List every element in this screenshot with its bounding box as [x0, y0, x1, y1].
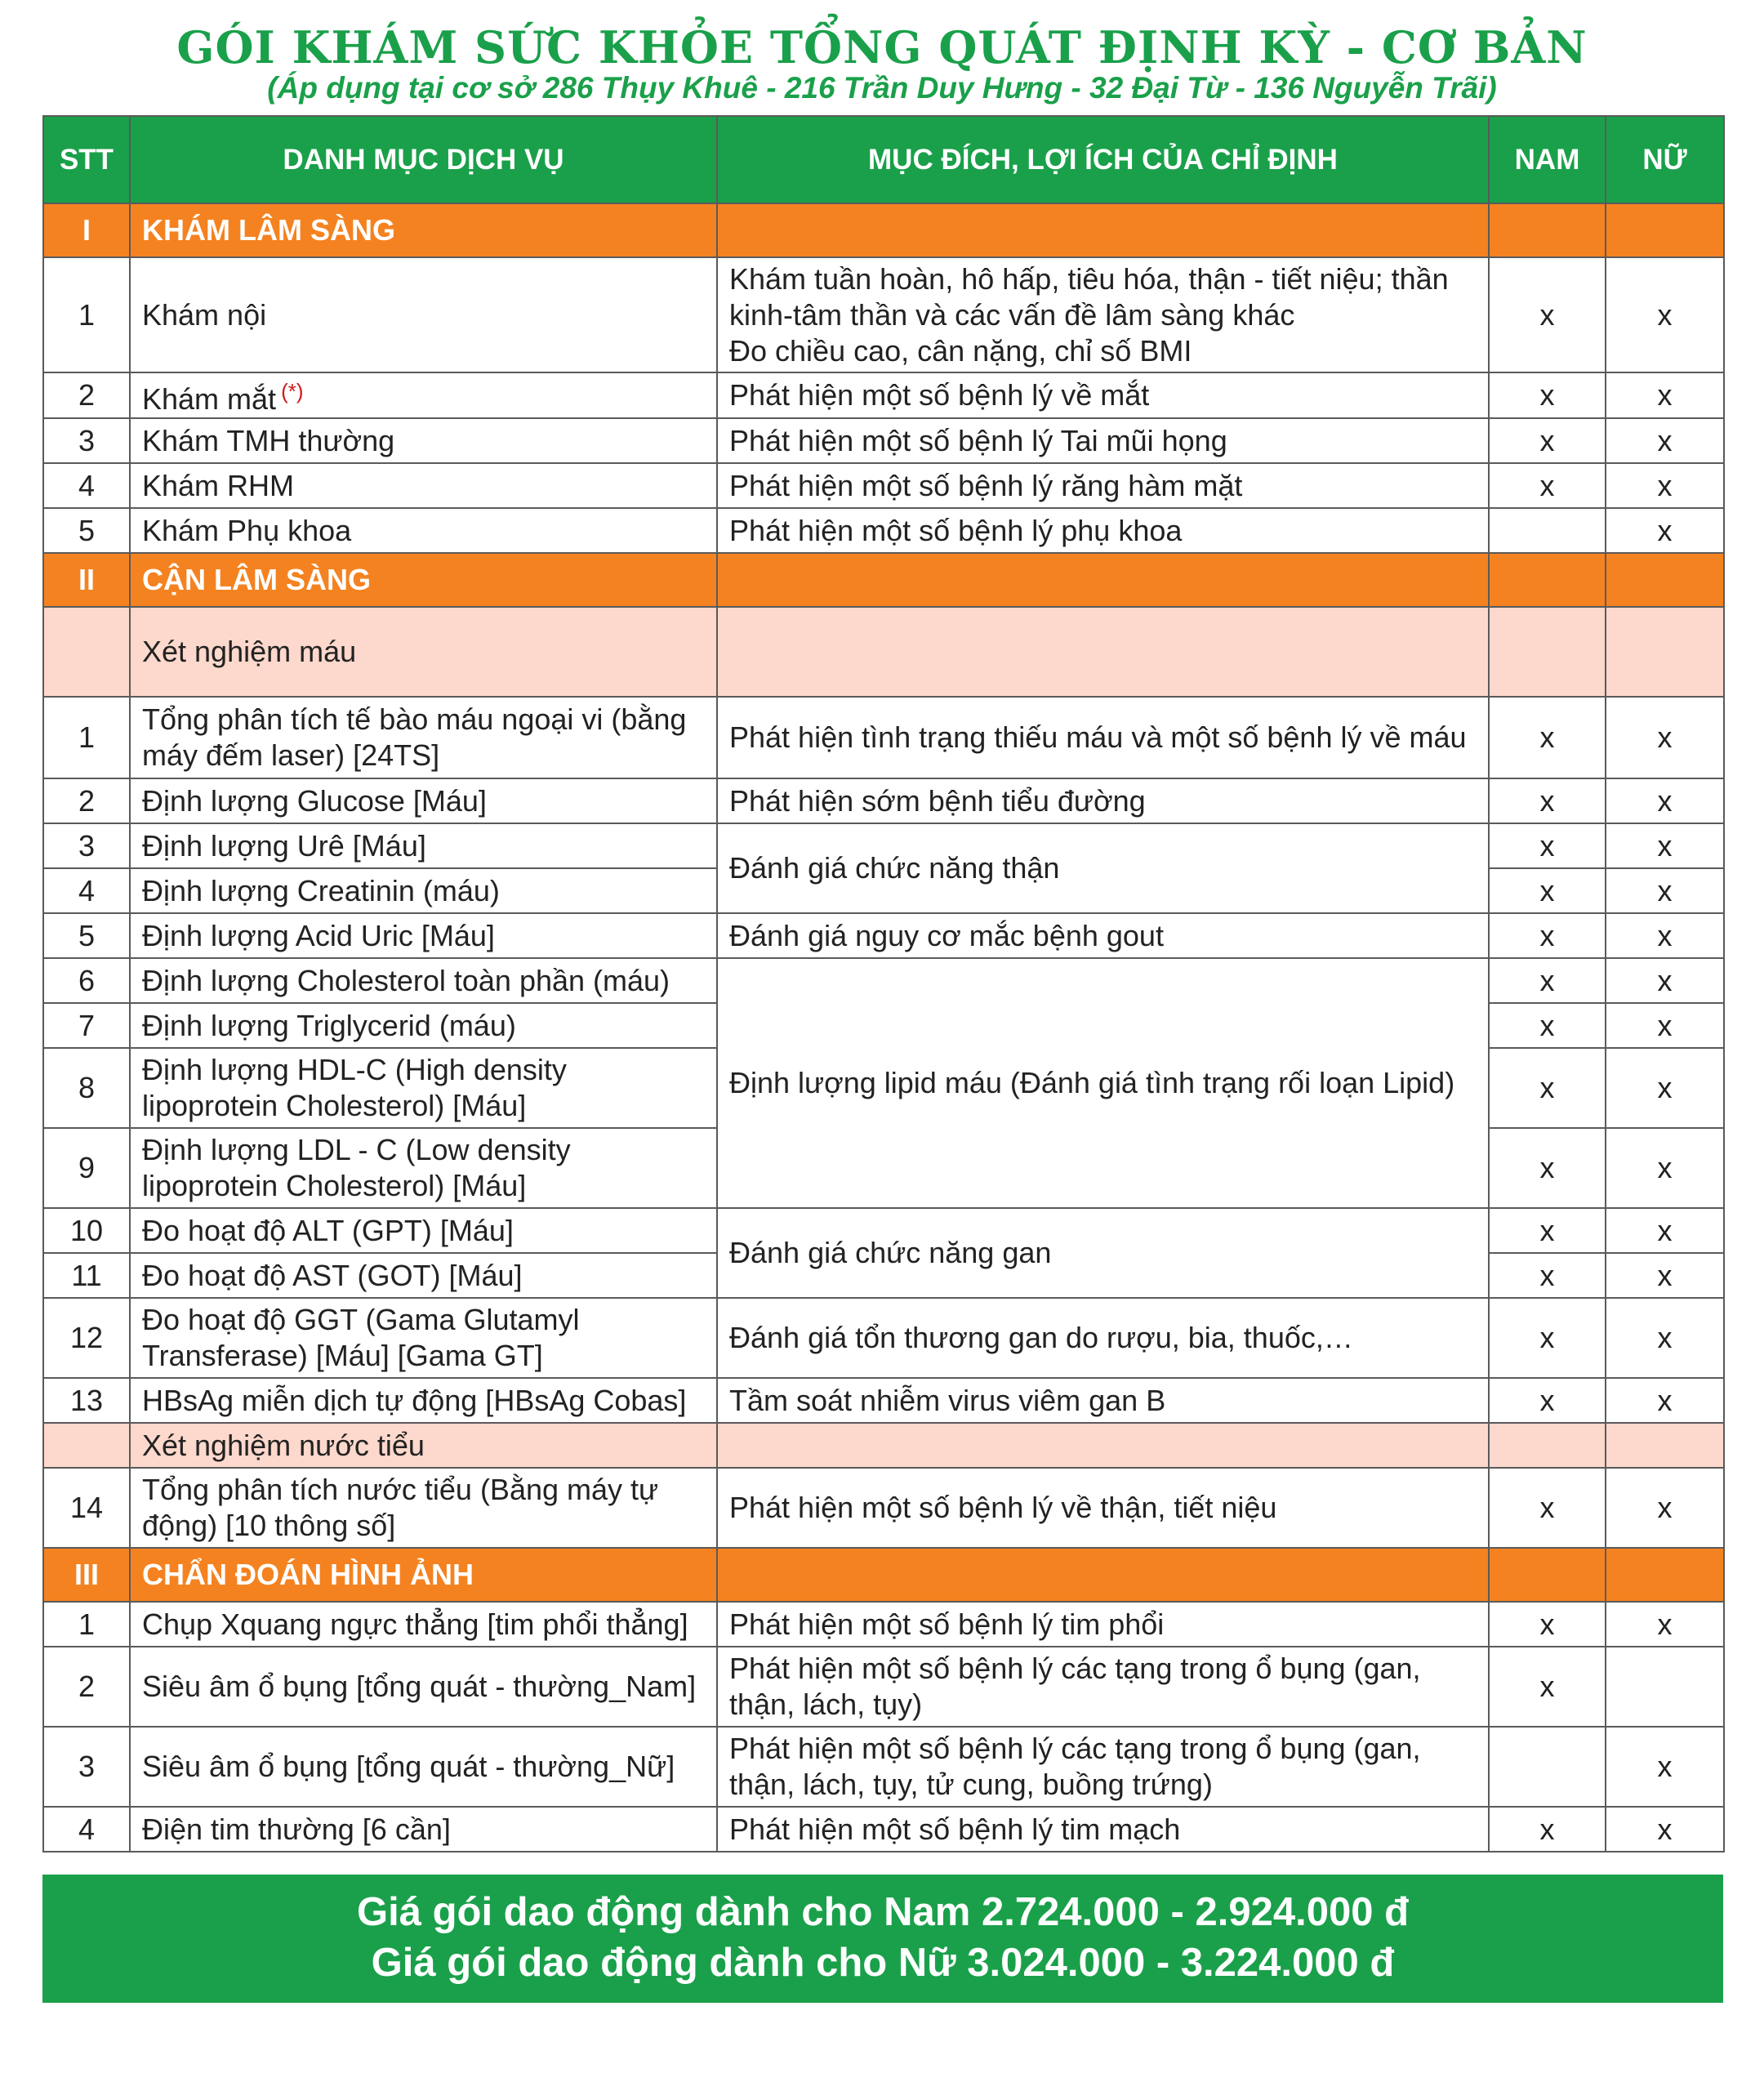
row-female: x — [1606, 868, 1724, 913]
header-stt: STT — [43, 116, 130, 203]
table-row — [43, 1647, 1724, 1727]
section-stt: II — [43, 553, 130, 607]
section-row — [43, 553, 1724, 607]
row-purpose: Đánh giá chức năng gan — [717, 1208, 1489, 1298]
price-male: Giá gói dao động dành cho Nam 2.724.000 - 2.924.000 đ — [356, 1890, 1410, 1934]
row-purpose: Đánh giá tổn thương gan do rượu, bia, thuốc,… — [717, 1298, 1489, 1378]
group-row — [43, 1423, 1724, 1468]
row-service: Khám Phụ khoa — [130, 508, 717, 553]
table-row — [43, 372, 1724, 418]
price-female: Giá gói dao động dành cho Nữ 3.024.000 - 3.224.000 đ — [371, 1941, 1395, 1985]
row-female: x — [1606, 418, 1724, 463]
table-row — [43, 958, 1724, 1003]
row-stt: 10 — [43, 1208, 130, 1253]
row-male: x — [1489, 913, 1606, 958]
row-female: x — [1606, 463, 1724, 508]
row-stt: 14 — [43, 1468, 130, 1548]
row-female: x — [1606, 1727, 1724, 1807]
row-stt: 13 — [43, 1378, 130, 1423]
row-male: x — [1489, 697, 1606, 778]
table-row — [43, 697, 1724, 778]
row-purpose: Phát hiện một số bệnh lý các tạng trong ổ bụng (gan, thận, lách, tụy) — [717, 1647, 1489, 1727]
row-male: x — [1489, 1048, 1606, 1128]
row-female: x — [1606, 1003, 1724, 1048]
row-service: Đo hoạt độ AST (GOT) [Máu] — [130, 1253, 717, 1298]
row-male: x — [1489, 1298, 1606, 1378]
row-stt: 11 — [43, 1253, 130, 1298]
row-service: Tổng phân tích tế bào máu ngoại vi (bằng máy đếm laser) [24TS] — [130, 697, 717, 778]
row-female: x — [1606, 1807, 1724, 1852]
row-stt: 6 — [43, 958, 130, 1003]
row-female: x — [1606, 778, 1724, 823]
row-stt: 7 — [43, 1003, 130, 1048]
group-row — [43, 607, 1724, 697]
row-stt: 2 — [43, 778, 130, 823]
group-name: Xét nghiệm máu — [130, 607, 717, 697]
row-purpose: Phát hiện một số bệnh lý răng hàm mặt — [717, 463, 1489, 508]
section-stt: III — [43, 1548, 130, 1602]
table-row — [43, 823, 1724, 868]
row-male — [1489, 508, 1606, 553]
row-female: x — [1606, 1602, 1724, 1647]
row-male — [1489, 1727, 1606, 1807]
row-male: x — [1489, 418, 1606, 463]
table-row — [43, 418, 1724, 463]
row-service: Khám TMH thường — [130, 418, 717, 463]
row-purpose: Phát hiện sớm bệnh tiểu đường — [717, 778, 1489, 823]
row-stt: 9 — [43, 1128, 130, 1208]
row-service: HBsAg miễn dịch tự động [HBsAg Cobas] — [130, 1378, 717, 1423]
row-service: Chụp Xquang ngực thẳng [tim phổi thẳng] — [130, 1602, 717, 1647]
row-female: x — [1606, 1253, 1724, 1298]
row-service: Định lượng Creatinin (máu) — [130, 868, 717, 913]
row-male: x — [1489, 1602, 1606, 1647]
row-service: Định lượng Urê [Máu] — [130, 823, 717, 868]
header-service: DANH MỤC DỊCH VỤ — [130, 116, 717, 203]
row-service: Đo hoạt độ GGT (Gama Glutamyl Transferase) [Máu] [Gama GT] — [130, 1298, 717, 1378]
row-female: x — [1606, 697, 1724, 778]
row-male: x — [1489, 1208, 1606, 1253]
row-service: Khám RHM — [130, 463, 717, 508]
row-purpose: Phát hiện một số bệnh lý các tạng trong ổ bụng (gan, thận, lách, tụy, tử cung, buồng trứng) — [717, 1727, 1489, 1807]
row-stt: 3 — [43, 418, 130, 463]
table-row — [43, 778, 1724, 823]
section-row — [43, 203, 1724, 257]
row-service: Định lượng Triglycerid (máu) — [130, 1003, 717, 1048]
row-service: Siêu âm ổ bụng [tổng quát - thường_Nam] — [130, 1647, 717, 1727]
page-subtitle: (Áp dụng tại cơ sở 286 Thụy Khuê - 216 Trần Duy Hưng - 32 Đại Từ - 136 Nguyễn Trãi) — [267, 71, 1497, 105]
row-purpose: Đánh giá nguy cơ mắc bệnh gout — [717, 913, 1489, 958]
row-female: x — [1606, 1208, 1724, 1253]
table-row — [43, 1468, 1724, 1548]
row-purpose: Phát hiện một số bệnh lý về mắt — [717, 372, 1489, 418]
row-male: x — [1489, 257, 1606, 372]
row-service: Khám nội — [130, 257, 717, 372]
row-service: Đo hoạt độ ALT (GPT) [Máu] — [130, 1208, 717, 1253]
row-stt: 1 — [43, 697, 130, 778]
section-stt: I — [43, 203, 130, 257]
row-female: x — [1606, 1378, 1724, 1423]
row-male: x — [1489, 1128, 1606, 1208]
row-stt: 12 — [43, 1298, 130, 1378]
row-stt: 5 — [43, 913, 130, 958]
row-female: x — [1606, 1298, 1724, 1378]
row-male: x — [1489, 868, 1606, 913]
row-male: x — [1489, 1253, 1606, 1298]
row-male: x — [1489, 1807, 1606, 1852]
table-row — [43, 1208, 1724, 1253]
row-purpose: Tầm soát nhiễm virus viêm gan B — [717, 1378, 1489, 1423]
row-stt: 5 — [43, 508, 130, 553]
row-female: x — [1606, 1468, 1724, 1548]
row-female: x — [1606, 1048, 1724, 1128]
row-service: Khám mắt — [142, 382, 277, 416]
row-female: x — [1606, 913, 1724, 958]
row-stt: 4 — [43, 868, 130, 913]
table-row — [43, 1378, 1724, 1423]
service-table — [42, 115, 1725, 1852]
table-row — [43, 508, 1724, 553]
row-male: x — [1489, 1468, 1606, 1548]
row-female — [1606, 1647, 1724, 1727]
footnote-marker: (*) — [281, 379, 304, 403]
row-male: x — [1489, 823, 1606, 868]
row-purpose: Khám tuần hoàn, hô hấp, tiêu hóa, thận - tiết niệu; thần kinh-tâm thần và các vấn đề lâm sàng khác Đo chiều cao, cân nặng, chỉ số BMI — [717, 257, 1489, 372]
price-banner — [42, 1875, 1723, 2003]
table-row — [43, 257, 1724, 372]
row-service: Định lượng HDL-C (High density lipoprotein Cholesterol) [Máu] — [130, 1048, 717, 1128]
row-female: x — [1606, 958, 1724, 1003]
row-purpose: Đánh giá chức năng thận — [717, 823, 1489, 913]
row-purpose: Phát hiện một số bệnh lý về thận, tiết niệu — [717, 1468, 1489, 1548]
row-stt: 3 — [43, 1727, 130, 1807]
row-stt: 2 — [43, 372, 130, 418]
row-service-cell — [130, 372, 717, 418]
row-male: x — [1489, 1003, 1606, 1048]
row-purpose: Phát hiện một số bệnh lý Tai mũi họng — [717, 418, 1489, 463]
header-male: NAM — [1489, 116, 1606, 203]
page-title: GÓI KHÁM SỨC KHỎE TỔNG QUÁT ĐỊNH KỲ - CƠ BẢN — [176, 21, 1588, 74]
table-header-row — [43, 116, 1724, 203]
section-name: CHẨN ĐOÁN HÌNH ẢNH — [130, 1548, 717, 1602]
row-stt: 3 — [43, 823, 130, 868]
row-female: x — [1606, 372, 1724, 418]
row-service: Tổng phân tích nước tiểu (Bằng máy tự động) [10 thông số] — [130, 1468, 717, 1548]
group-name: Xét nghiệm nước tiểu — [130, 1423, 717, 1468]
header-female: NỮ — [1606, 116, 1724, 203]
row-female: x — [1606, 823, 1724, 868]
row-stt: 1 — [43, 257, 130, 372]
row-service: Định lượng Cholesterol toàn phần (máu) — [130, 958, 717, 1003]
row-male: x — [1489, 372, 1606, 418]
row-purpose: Phát hiện một số bệnh lý tim mạch — [717, 1807, 1489, 1852]
row-purpose: Phát hiện một số bệnh lý tim phổi — [717, 1602, 1489, 1647]
section-row — [43, 1548, 1724, 1602]
row-stt: 1 — [43, 1602, 130, 1647]
row-stt: 4 — [43, 463, 130, 508]
row-stt: 4 — [43, 1807, 130, 1852]
row-service: Định lượng Acid Uric [Máu] — [130, 913, 717, 958]
row-stt: 8 — [43, 1048, 130, 1128]
row-service: Định lượng LDL - C (Low density lipoprotein Cholesterol) [Máu] — [130, 1128, 717, 1208]
row-male: x — [1489, 1647, 1606, 1727]
row-stt: 2 — [43, 1647, 130, 1727]
table-row — [43, 1298, 1724, 1378]
row-male: x — [1489, 1378, 1606, 1423]
row-purpose: Phát hiện một số bệnh lý phụ khoa — [717, 508, 1489, 553]
row-male: x — [1489, 958, 1606, 1003]
row-male: x — [1489, 778, 1606, 823]
row-female: x — [1606, 508, 1724, 553]
header-purpose: MỤC ĐÍCH, LỢI ÍCH CỦA CHỈ ĐỊNH — [717, 116, 1489, 203]
table-row — [43, 463, 1724, 508]
section-name: KHÁM LÂM SÀNG — [130, 203, 717, 257]
row-service: Định lượng Glucose [Máu] — [130, 778, 717, 823]
row-purpose: Định lượng lipid máu (Đánh giá tình trạng rối loạn Lipid) — [717, 958, 1489, 1208]
row-purpose: Phát hiện tình trạng thiếu máu và một số bệnh lý về máu — [717, 697, 1489, 778]
row-female: x — [1606, 1128, 1724, 1208]
table-row — [43, 1602, 1724, 1647]
table-row — [43, 913, 1724, 958]
section-name: CẬN LÂM SÀNG — [130, 553, 717, 607]
row-service: Điện tim thường [6 cần] — [130, 1807, 717, 1852]
row-service: Siêu âm ổ bụng [tổng quát - thường_Nữ] — [130, 1727, 717, 1807]
row-female: x — [1606, 257, 1724, 372]
table-row — [43, 1727, 1724, 1807]
row-male: x — [1489, 463, 1606, 508]
table-row — [43, 1807, 1724, 1852]
